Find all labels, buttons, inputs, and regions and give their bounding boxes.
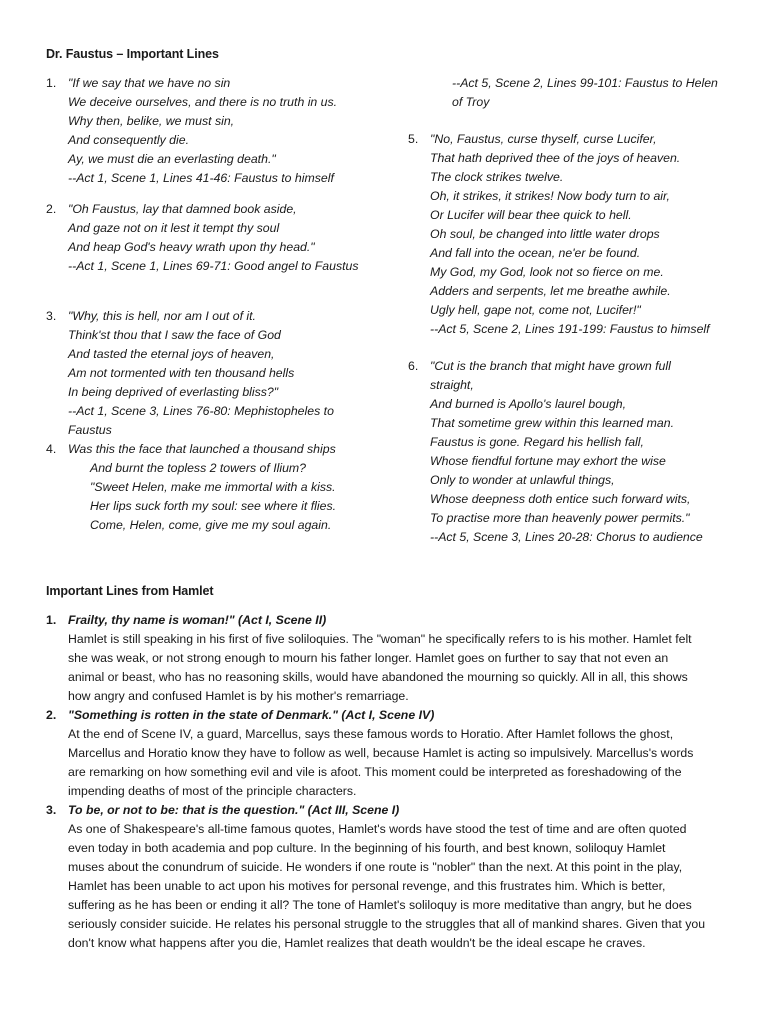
item-number: 3. <box>46 803 57 817</box>
citation-line: --Act 1, Scene 1, Lines 41-46: Faustus to himself <box>68 171 334 185</box>
quote-line: Only to wonder at unlawful things, <box>430 473 615 487</box>
paragraph-line: are remarking on how something evil and vile is afoot. This moment could be interpreted as foreshadowing of the <box>68 765 682 779</box>
quote-line: Why then, belike, we must sin, <box>68 114 235 128</box>
quote-line: Am not tormented with ten thousand hells <box>68 366 295 380</box>
item-number: 1. <box>46 613 57 627</box>
quote-line: "If we say that we have no sin <box>68 76 231 90</box>
citation-line: --Act 5, Scene 2, Lines 99-101: Faustus to Helen <box>452 76 718 90</box>
quote-line: Oh, it strikes, it strikes! Now body turn to air, <box>430 189 670 203</box>
quote-line: And burnt the topless 2 towers of Ilium? <box>90 461 306 475</box>
quote-line: Faustus is gone. Regard his hellish fall, <box>430 435 644 449</box>
paragraph-line: As one of Shakespeare's all-time famous quotes, Hamlet's words have stood the test of time and are often quoted <box>68 822 687 836</box>
paragraph-line: suffering as he has been or ending it all? The tone of Hamlet's soliloquy is more meditative than angry, but he does <box>68 898 692 912</box>
quote-line: Ugly hell, gape not, come not, Lucifer!" <box>430 303 641 317</box>
faustus-item-4 <box>46 440 359 535</box>
quote-line: And tasted the eternal joys of heaven, <box>68 347 275 361</box>
hamlet-item-3 <box>46 801 736 953</box>
hamlet-quote: Frailty, thy name is woman!" (Act I, Scene II) <box>68 613 327 627</box>
faustus-item-5 <box>408 130 718 339</box>
paragraph-line: Marcellus and Horatio know they have to follow as well, because Hamlet is acting so impulsively. Marcellus's words <box>68 746 694 760</box>
item-number: 2. <box>46 708 57 722</box>
quote-line: And gaze not on it lest it tempt thy soul <box>68 221 280 235</box>
quote-line: "No, Faustus, curse thyself, curse Lucifer, <box>430 132 657 146</box>
quote-line: Whose deepness doth entice such forward wits, <box>430 492 691 506</box>
hamlet-heading: Important Lines from Hamlet <box>46 584 214 598</box>
quote-line: straight, <box>430 378 474 392</box>
quote-line: The clock strikes twelve. <box>430 170 564 184</box>
quote-line: That hath deprived thee of the joys of heaven. <box>430 151 681 165</box>
hamlet-quote: "Something is rotten in the state of Denmark." (Act I, Scene IV) <box>68 708 435 722</box>
quote-line: And burned is Apollo's laurel bough, <box>430 397 627 411</box>
faustus-item-2 <box>46 200 359 276</box>
hamlet-list <box>46 611 736 953</box>
faustus-heading: Dr. Faustus – Important Lines <box>46 47 219 61</box>
paragraph-line: muses about the conundrum of suicide. He wonders if one route is "nobler" than the next. At this point in the play, <box>68 860 683 874</box>
quote-line: Or Lucifer will bear thee quick to hell. <box>430 208 632 222</box>
quote-line: "Why, this is hell, nor am I out of it. <box>68 309 256 323</box>
faustus-item-6 <box>408 357 718 547</box>
item-number: 2. <box>46 202 57 216</box>
quote-line: Her lips suck forth my soul: see where it flies. <box>90 499 337 513</box>
paragraph-line: Hamlet has been unable to act upon his motives for personal revenge, and this frustrates him. Which is better, <box>68 879 666 893</box>
hamlet-item-2 <box>46 706 736 801</box>
quote-line: Was this the face that launched a thousand ships <box>68 442 336 456</box>
paragraph-line: impending deaths of most of the principle characters. <box>68 784 357 798</box>
quote-line: Oh soul, be changed into little water drops <box>430 227 660 241</box>
paragraph-line: animal or beast, who has no reasoning skills, would have abandoned the mourning so quickly. All in all, this shows <box>68 670 688 684</box>
item-number: 6. <box>408 359 419 373</box>
quote-line: "Cut is the branch that might have grown full <box>430 359 671 373</box>
faustus-item-3 <box>46 307 359 440</box>
item-number: 5. <box>408 132 419 146</box>
paragraph-line: don't know what happens after you die, Hamlet realizes that death wouldn't be the ideal escape he craves. <box>68 936 646 950</box>
citation-line: --Act 5, Scene 3, Lines 20-28: Chorus to audience <box>430 530 703 544</box>
quote-line: And fall into the ocean, ne'er be found. <box>430 246 641 260</box>
faustus-right-column <box>408 74 718 547</box>
quote-line: To practise more than heavenly power permits." <box>430 511 690 525</box>
paragraph-line: Hamlet is still speaking in his first of five soliloquies. The "woman" he specifically refers to is his mother. Hamlet felt <box>68 632 692 646</box>
quote-line: We deceive ourselves, and there is no truth in us. <box>68 95 338 109</box>
paragraph-line: At the end of Scene IV, a guard, Marcellus, says these famous words to Horatio. After Hamlet follows the ghost, <box>68 727 674 741</box>
paragraph-line: how angry and confused Hamlet is by his mother's remarriage. <box>68 689 409 703</box>
paragraph-line: she was weak, or not strong enough to mourn his father longer. Hamlet goes on further to say that not even an <box>68 651 669 665</box>
quote-line: Adders and serpents, let me breathe awhile. <box>430 284 671 298</box>
item-number: 3. <box>46 309 57 323</box>
citation-line: --Act 1, Scene 1, Lines 69-71: Good angel to Faustus <box>68 259 359 273</box>
quote-line: Ay, we must die an everlasting death." <box>68 152 276 166</box>
paragraph-line: even today in both academia and pop culture. In the beginning of his fourth, and best known, soliloquy Hamlet <box>68 841 666 855</box>
paragraph-line: seriously consider suicide. He relates his personal struggle to the struggles that all of mankind shares. Given that you <box>68 917 706 931</box>
faustus-item-4-citation <box>408 74 718 112</box>
quote-line: Think'st thou that I saw the face of God <box>68 328 281 342</box>
quote-line: "Oh Faustus, lay that damned book aside, <box>68 202 297 216</box>
item-number: 1. <box>46 76 57 90</box>
quote-line: Whose fiendful fortune may exhort the wise <box>430 454 666 468</box>
hamlet-item-1 <box>46 611 736 706</box>
citation-line: --Act 1, Scene 3, Lines 76-80: Mephistopheles to <box>68 404 334 418</box>
citation-line: Faustus <box>68 423 112 437</box>
quote-line: My God, my God, look not so fierce on me. <box>430 265 664 279</box>
quote-line: In being deprived of everlasting bliss?" <box>68 385 279 399</box>
faustus-item-1 <box>46 74 359 188</box>
quote-line: Come, Helen, come, give me my soul again. <box>90 518 332 532</box>
quote-line: "Sweet Helen, make me immortal with a kiss. <box>90 480 336 494</box>
item-number: 4. <box>46 442 57 456</box>
hamlet-quote: To be, or not to be: that is the question." (Act III, Scene I) <box>68 803 400 817</box>
quote-line: And consequently die. <box>68 133 190 147</box>
citation-line: --Act 5, Scene 2, Lines 191-199: Faustus to himself <box>430 322 710 336</box>
quote-line: That sometime grew within this learned man. <box>430 416 674 430</box>
citation-line: of Troy <box>452 95 490 109</box>
quote-line: And heap God's heavy wrath upon thy head." <box>68 240 315 254</box>
faustus-left-column <box>46 74 359 535</box>
